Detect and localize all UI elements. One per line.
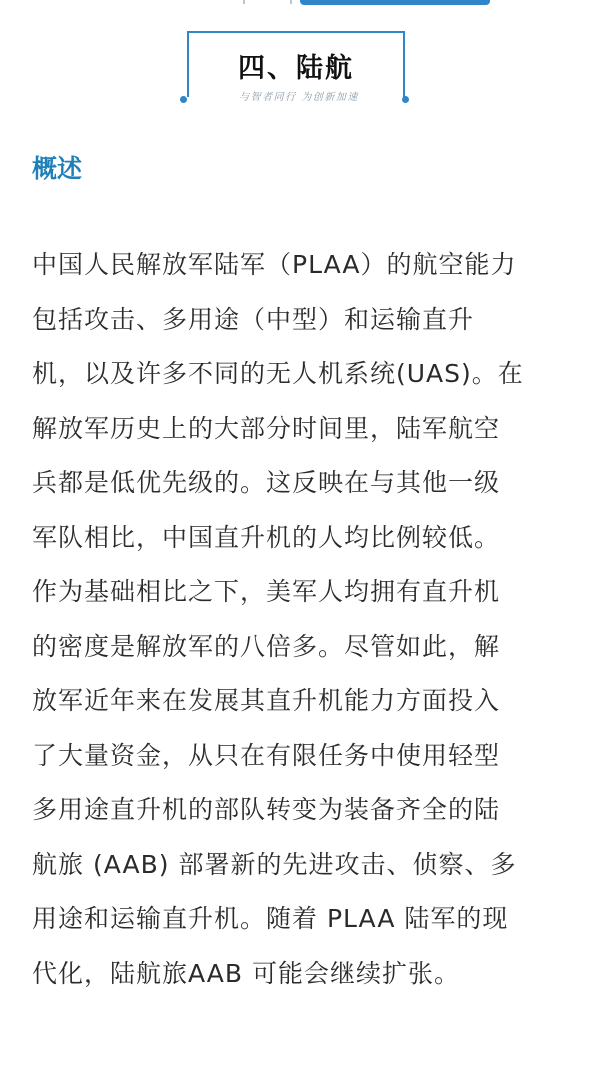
paragraph-line: 多用途直升机的部队转变为装备齐全的陆 [32, 795, 501, 824]
body-paragraph [32, 238, 560, 1001]
paragraph-line: 机，以及许多不同的无人机系统(UAS)。在 [32, 359, 524, 388]
top-decoration-stub-right [290, 0, 292, 4]
paragraph-line: 解放军历史上的大部分时间里，陆军航空 [32, 413, 501, 443]
top-decoration-stub-left [243, 0, 245, 4]
paragraph-line: 航旅 (AAB) 部署新的先进攻击、侦察、多 [32, 849, 517, 879]
paragraph-line: 包括攻击、多用途（中型）和运输直升 [32, 304, 475, 334]
slogan: 与智者同行 为创新加速 [239, 92, 359, 103]
paragraph-line: 中国人民解放军陆军（PLAA）的航空能力 [32, 250, 517, 279]
top-decoration-bar [300, 0, 490, 5]
paragraph-line: 作为基础相比之下，美军人均拥有直升机 [32, 577, 501, 606]
paragraph-line: 的密度是解放军的八倍多。尽管如此，解 [32, 631, 501, 661]
top-decoration [0, 0, 600, 8]
title-frame [187, 31, 405, 97]
paragraph-line: 兵都是低优先级的。这反映在与其他一级 [32, 468, 501, 497]
title-frame-dot-right [402, 96, 409, 103]
section-heading: 概述 [32, 154, 83, 183]
paragraph-line: 放军近年来在发展其直升机能力方面投入 [32, 686, 501, 715]
title-frame-dot-left [180, 96, 187, 103]
paragraph-line: 军队相比，中国直升机的人均比例较低。 [32, 522, 501, 552]
paragraph-line: 了大量资金，从只在有限任务中使用轻型 [32, 740, 501, 770]
page-title: 四、陆航 [238, 53, 354, 84]
paragraph-line: 用途和运输直升机。随着 PLAA 陆军的现 [32, 904, 509, 933]
paragraph-line: 代化，陆航旅AAB 可能会继续扩张。 [32, 958, 460, 988]
